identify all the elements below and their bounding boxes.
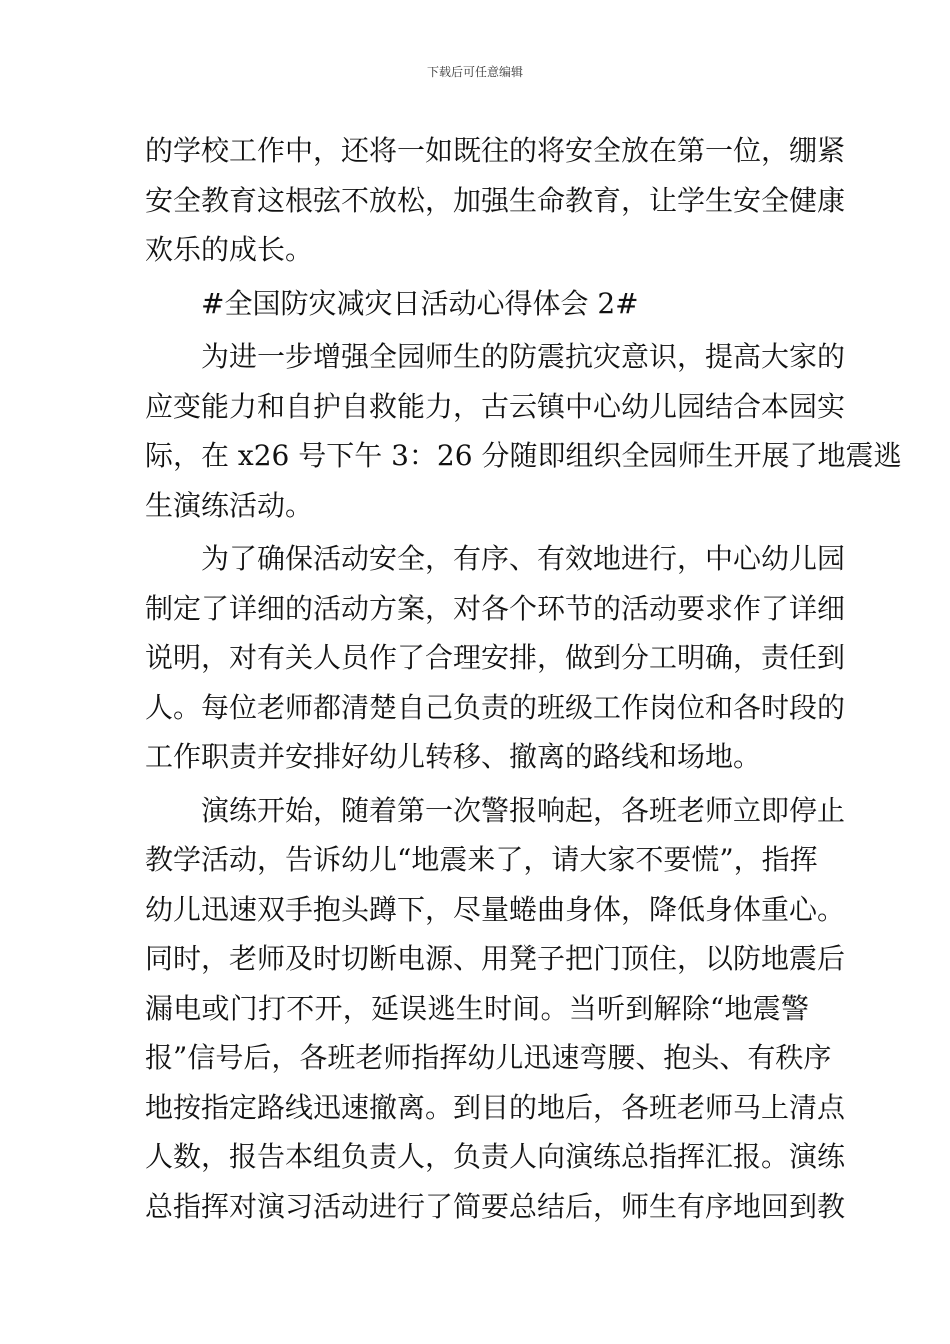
- paragraph: [145, 332, 902, 530]
- document-body: [145, 126, 902, 1231]
- text-line: 为了确保活动安全，有序、有效地进行，中心幼儿园: [201, 542, 846, 575]
- text-line: 教学活动，告诉幼儿“地震来了，请大家不要慌”，指挥: [145, 843, 818, 876]
- text-line: 人数，报告本组负责人，负责人向演练总指挥汇报。演练: [145, 1140, 846, 1173]
- text-line: 报”信号后，各班老师指挥幼儿迅速弯腰、抱头、有秩序: [145, 1041, 832, 1074]
- paragraph: [145, 786, 846, 1232]
- text-line: 工作职责并安排好幼儿转移、撤离的路线和场地。: [145, 740, 762, 773]
- text-line: 生演练活动。: [145, 488, 314, 522]
- text-line: 地按指定路线迅速撤离。到目的地后，各班老师马上清点: [145, 1090, 846, 1124]
- text-line: 说明，对有关人员作了合理安排，做到分工明确，责任到: [145, 641, 846, 674]
- page-header: 下载后可任意编辑: [426, 65, 523, 79]
- text-line: 的学校工作中，还将一如既往的将安全放在第一位，绷紧: [145, 134, 846, 167]
- section-heading: [145, 279, 809, 329]
- text-line: 总指挥对演习活动进行了简要总结后，师生有序地回到教: [145, 1189, 846, 1223]
- paragraph: [145, 534, 846, 782]
- text-line: 为进一步增强全园师生的防震抗灾意识，提高大家的: [201, 340, 846, 373]
- text-line: 制定了详细的活动方案，对各个环节的活动要求作了详细: [145, 591, 846, 625]
- paragraph-continuation: [145, 126, 846, 275]
- text-line: 漏电或门打不开，延误逃生时间。当听到解除“地震警: [145, 991, 809, 1025]
- text-line: 欢乐的成长。: [145, 233, 314, 266]
- text-line: 安全教育这根弦不放松，加强生命教育，让学生安全健康: [145, 183, 846, 217]
- text-line: 人。每位老师都清楚自己负责的班级工作岗位和各时段的: [145, 690, 846, 724]
- text-line: 际，在 x26 号下午 3：26 分随即组织全园师生开展了地震逃: [145, 439, 902, 472]
- text-line: 幼儿迅速双手抱头蹲下，尽量蜷曲身体，降低身体重心。: [145, 892, 846, 926]
- heading-text: #全国防灾减灾日活动心得体会 2#: [201, 286, 639, 320]
- text-line: 应变能力和自护自救能力，古云镇中心幼儿园结合本园实: [145, 389, 846, 423]
- text-line: 同时，老师及时切断电源、用凳子把门顶住，以防地震后: [145, 942, 846, 975]
- text-line: 演练开始，随着第一次警报响起，各班老师立即停止: [201, 793, 846, 827]
